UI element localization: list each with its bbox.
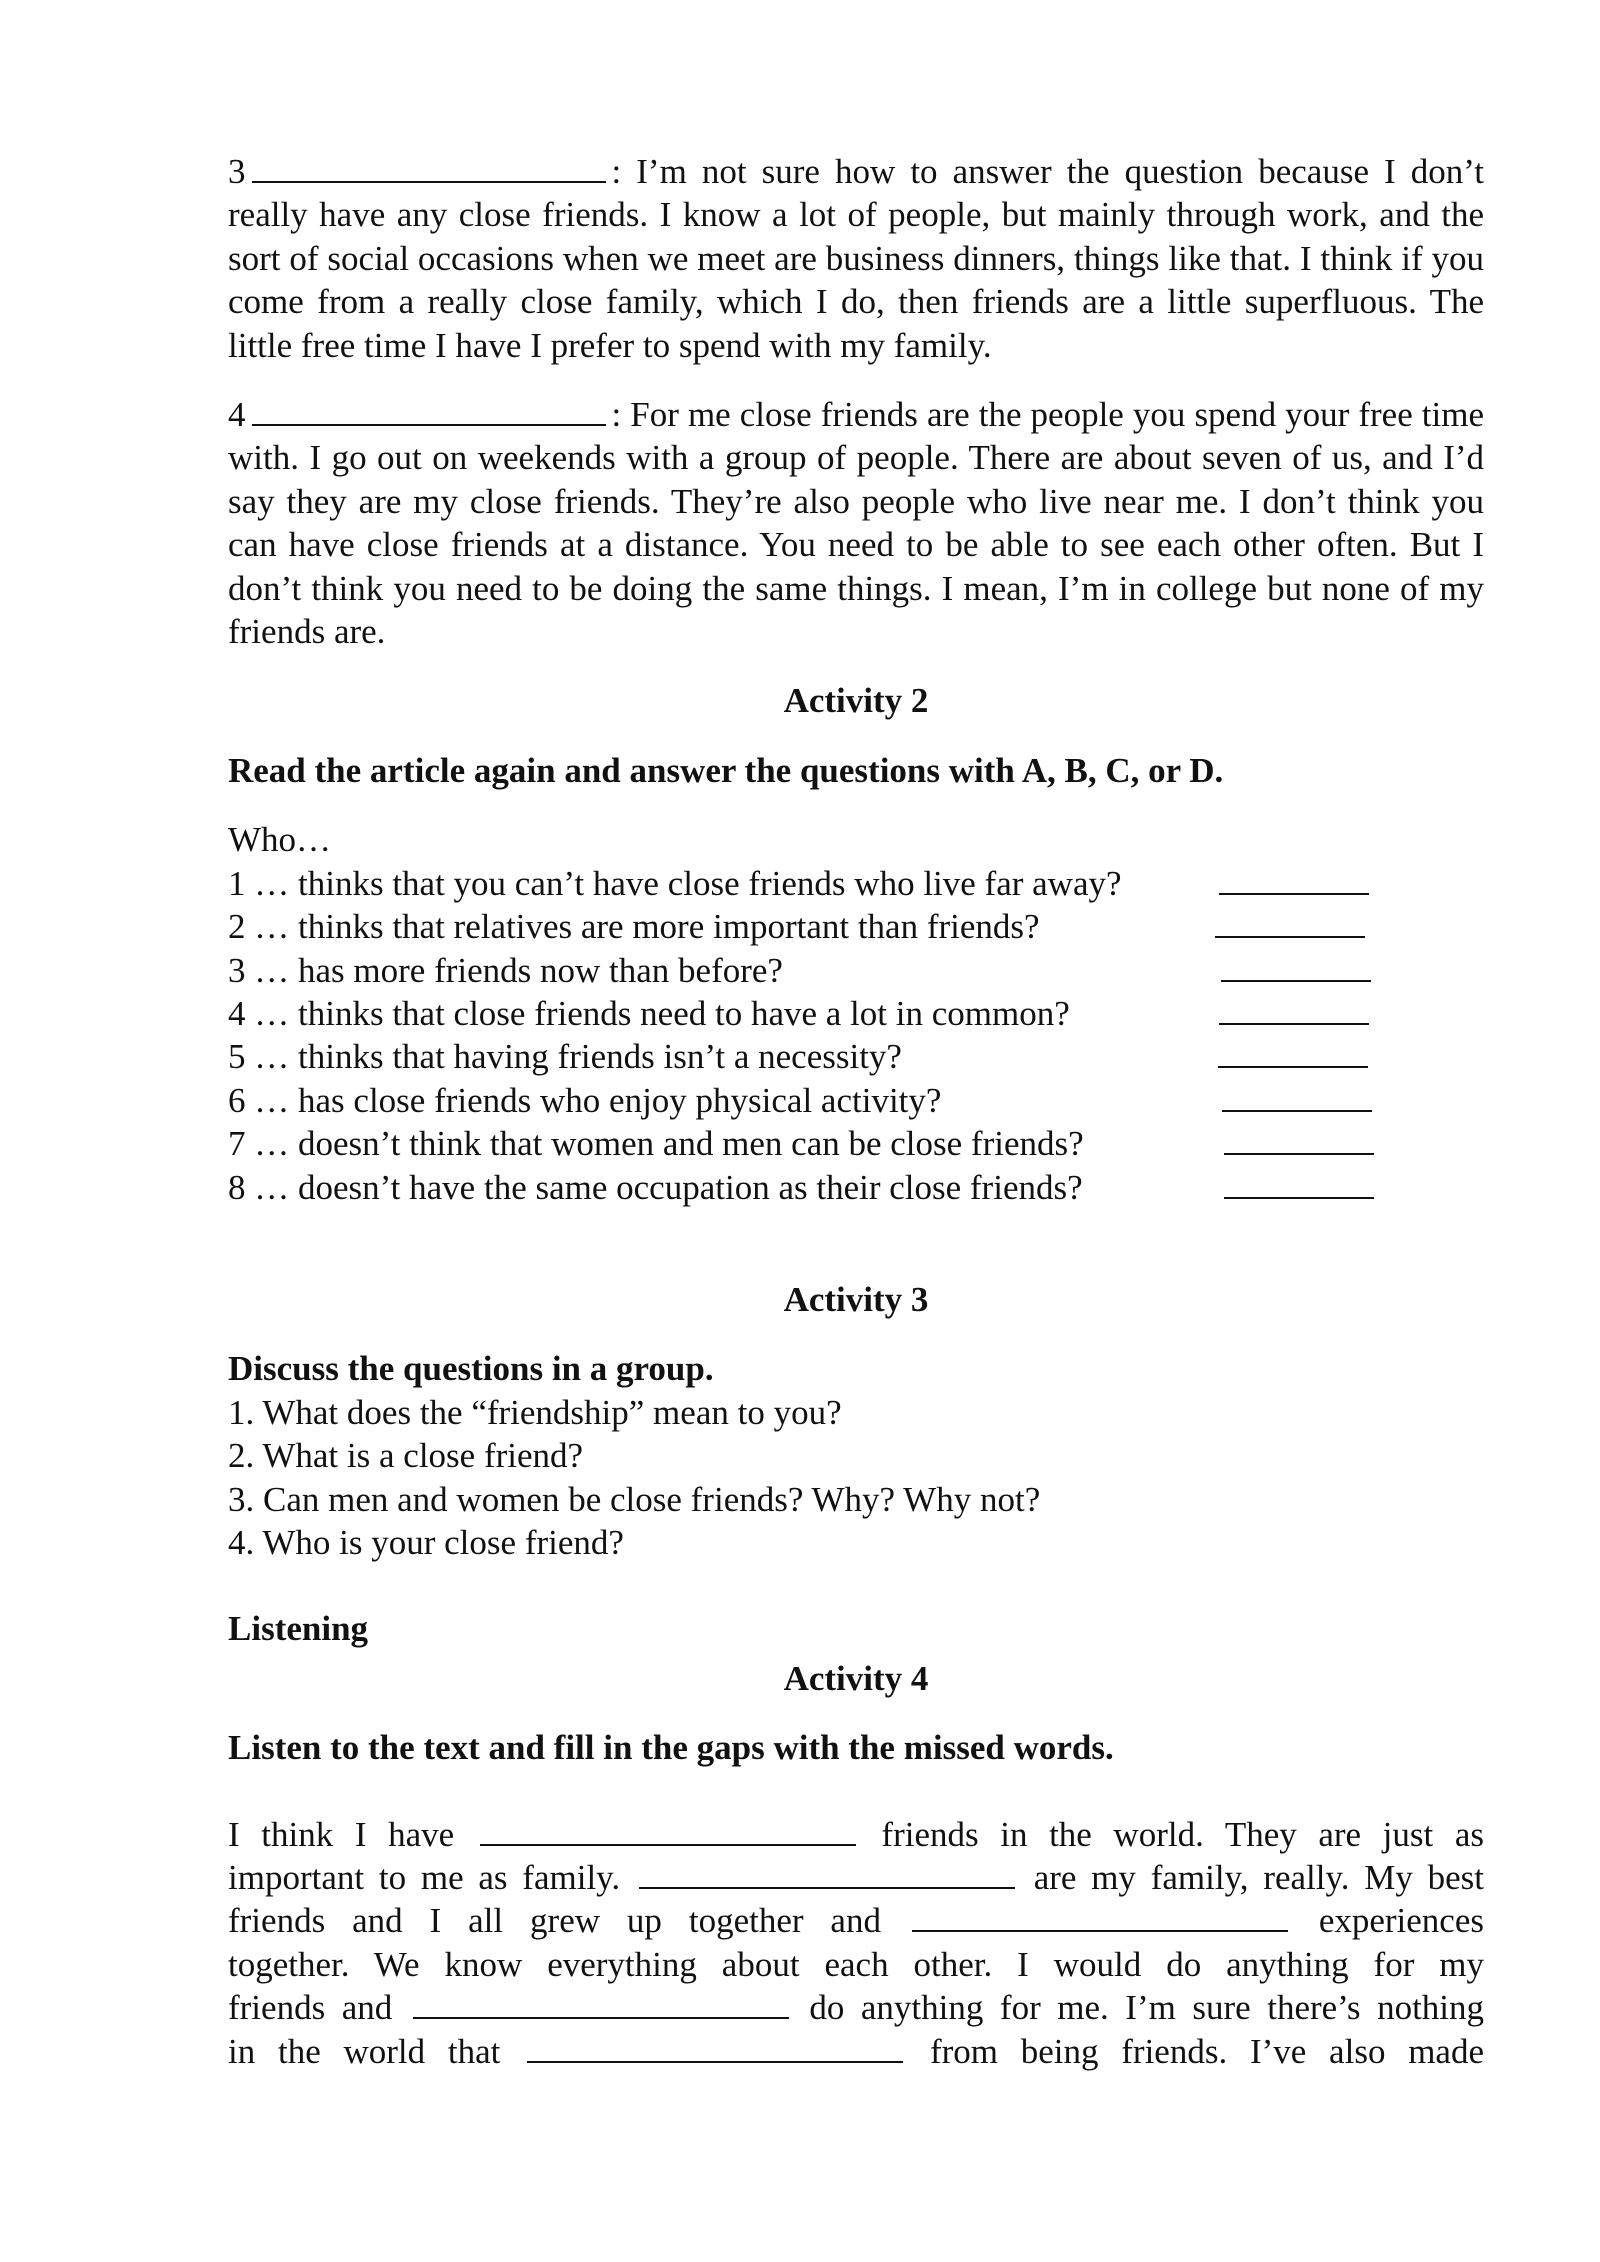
answer-line[interactable]	[1224, 1171, 1374, 1199]
text-segment: are my family, really. My best	[1033, 1858, 1485, 1897]
gap-fill-text	[228, 1813, 1484, 2073]
passage-number: 4	[228, 395, 246, 435]
passage-text: : For me close friends are the people you spend your free time with. I go out on weekends with a group of people. There are about seven of us, and I’d say they are my close friends. They’re also people who live near me. I don’t think you can have close friends at a distance. You need to be able to see each other often. But I don’t think you need to be doing the same things. I mean, I’m in college but none of my friends are.	[228, 395, 1484, 652]
text-segment: in the world that	[228, 2031, 501, 2071]
passage-text: : I’m not sure how to answer the question because I don’t really have any close friends. I know a lot of people, but mainly through work, and the sort of social occasions when we meet are business dinners, things like that. I think if you come from a really close family, which I do, then friends are a little superfluous. The little free time I have I prefer to spend with my family.	[228, 152, 1484, 365]
answer-line[interactable]	[1224, 1127, 1374, 1155]
gap-fill-line	[228, 1813, 1484, 1856]
discussion-question: 1. What does the “friendship” mean to you?	[228, 1392, 842, 1432]
question-row	[228, 992, 1484, 1035]
question-text: 4 … thinks that close friends need to have a lot in common?	[228, 993, 1070, 1033]
text-segment: friends in the world. They are just as	[881, 1814, 1485, 1854]
gap-fill-line	[228, 2030, 1484, 2073]
question-row	[228, 1035, 1484, 1078]
passage-4	[228, 393, 1484, 653]
passage-3	[228, 150, 1484, 367]
answer-line[interactable]	[1218, 1040, 1368, 1068]
text-segment: from being friends. I’ve also made	[929, 2031, 1484, 2071]
activity-2-lead: Who…	[228, 820, 332, 860]
activity-4-instruction: Listen to the text and fill in the gaps with the missed words.	[228, 1728, 1114, 1768]
discussion-question: 4. Who is your close friend?	[228, 1522, 624, 1562]
listening-label: Listening	[228, 1609, 369, 1649]
text-segment: together. We know everything about each other. I would do anything for my	[228, 1944, 1484, 1984]
question-text: 6 … has close friends who enjoy physical activity?	[228, 1080, 942, 1120]
text-segment: I think I have	[228, 1814, 455, 1854]
worksheet-page	[228, 150, 1484, 2073]
question-text: 3 … has more friends now than before?	[228, 950, 783, 990]
text-segment: experiences	[1318, 1901, 1484, 1941]
question-row	[228, 862, 1484, 905]
text-segment: friends and I all grew up together and	[228, 1901, 881, 1941]
activity-2-heading: Activity 2	[783, 681, 929, 721]
gap-blank[interactable]	[912, 1900, 1288, 1932]
answer-line[interactable]	[1219, 997, 1369, 1025]
gap-blank[interactable]	[527, 2031, 903, 2063]
question-row	[228, 1166, 1484, 1209]
gap-blank[interactable]	[413, 1987, 789, 2019]
text-segment: do anything for me. I’m sure there’s nothing	[809, 1988, 1485, 2028]
question-row	[228, 949, 1484, 992]
answer-blank[interactable]	[252, 151, 606, 183]
gap-fill-line	[228, 1856, 1484, 1899]
answer-blank[interactable]	[252, 394, 606, 426]
question-row	[228, 1079, 1484, 1122]
activity-2-instruction: Read the article again and answer the questions with A, B, C, or D.	[228, 750, 1224, 790]
question-row	[228, 905, 1484, 948]
gap-fill-line	[228, 1986, 1484, 2029]
question-text: 2 … thinks that relatives are more important than friends?	[228, 907, 1040, 947]
gap-fill-line	[228, 1899, 1484, 1942]
answer-line[interactable]	[1215, 910, 1365, 938]
answer-line[interactable]	[1222, 1084, 1372, 1112]
gap-fill-line	[228, 1943, 1484, 1986]
answer-line[interactable]	[1221, 954, 1371, 982]
activity-3-heading: Activity 3	[783, 1279, 929, 1319]
activity-4-heading: Activity 4	[783, 1658, 929, 1698]
discussion-question: 2. What is a close friend?	[228, 1436, 584, 1476]
activity-3-instruction: Discuss the questions in a group.	[228, 1349, 714, 1389]
text-segment: friends and	[228, 1988, 393, 2028]
question-text: 8 … doesn’t have the same occupation as their close friends?	[228, 1167, 1083, 1207]
gap-blank[interactable]	[480, 1814, 856, 1846]
answer-line[interactable]	[1219, 867, 1369, 895]
question-text: 1 … thinks that you can’t have close friends who live far away?	[228, 863, 1122, 903]
question-text: 7 … doesn’t think that women and men can be close friends?	[228, 1124, 1084, 1164]
question-row	[228, 1122, 1484, 1165]
question-text: 5 … thinks that having friends isn’t a necessity?	[228, 1037, 902, 1077]
activity-3-questions	[228, 1391, 1484, 1565]
text-segment: important to me as family.	[228, 1858, 621, 1897]
activity-2-questions	[228, 862, 1484, 1209]
passage-number: 3	[228, 152, 246, 191]
discussion-question: 3. Can men and women be close friends? Why? Why not?	[228, 1479, 1041, 1519]
gap-blank[interactable]	[639, 1857, 1015, 1889]
